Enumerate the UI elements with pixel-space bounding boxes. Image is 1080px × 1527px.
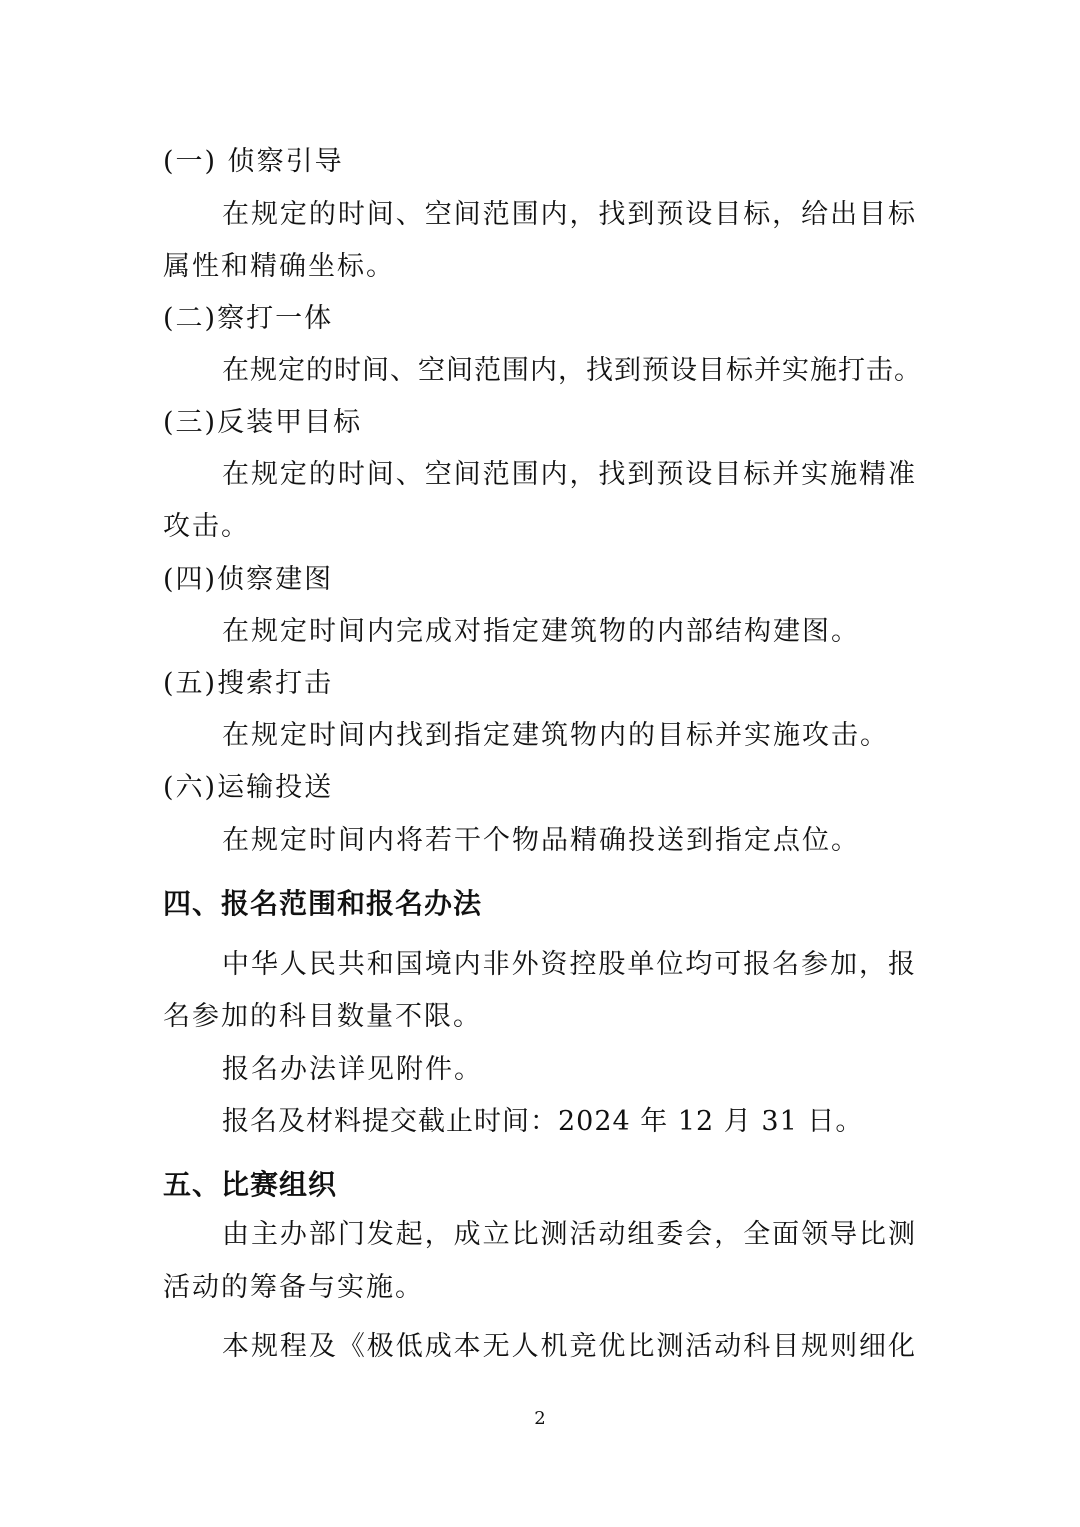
section-4-para-3: 报名及材料提交截止时间：2024 年 12 月 31 日。 [222,1106,864,1137]
item-1-desc-line-1: 在规定的时间、空间范围内，找到预设目标，给出目标 [222,199,915,230]
item-3-desc-line-2: 攻击。 [163,511,250,542]
item-6-title: (六)运输投送 [163,772,334,803]
section-4-para-1-line-1: 中华人民共和国境内非外资控股单位均可报名参加，报 [222,949,915,980]
section-5-para-1-line-1: 由主办部门发起，成立比测活动组委会，全面领导比测 [222,1219,915,1250]
section-4-para-2: 报名办法详见附件。 [222,1054,483,1085]
item-2-desc-line-1: 在规定的时间、空间范围内，找到预设目标并实施打击。 [222,355,922,386]
section-5-para-1-line-2: 活动的筹备与实施。 [163,1272,424,1303]
item-3-desc-line-1: 在规定的时间、空间范围内，找到预设目标并实施精准 [222,459,915,490]
item-4-title: (四)侦察建图 [163,564,334,595]
page-number: 2 [534,1408,546,1429]
item-5-title: (五)搜索打击 [163,668,334,699]
section-5-para-2-line-1: 本规程及《极低成本无人机竞优比测活动科目规则细化 [222,1331,915,1362]
section-4-para-1-line-2: 名参加的科目数量不限。 [163,1001,482,1032]
section-5-heading: 五、比赛组织 [163,1168,338,1201]
item-2-title: (二)察打一体 [163,303,334,334]
item-4-desc-line-1: 在规定时间内完成对指定建筑物的内部结构建图。 [222,616,860,647]
item-5-desc-line-1: 在规定时间内找到指定建筑物内的目标并实施攻击。 [222,720,889,751]
item-1-desc-line-2: 属性和精确坐标。 [163,251,395,282]
item-1-title: (一) 侦察引导 [163,146,344,177]
item-3-title: (三)反装甲目标 [163,407,363,438]
section-4-heading: 四、报名范围和报名办法 [163,887,483,920]
item-6-desc-line-1: 在规定时间内将若干个物品精确投送到指定点位。 [222,825,860,856]
